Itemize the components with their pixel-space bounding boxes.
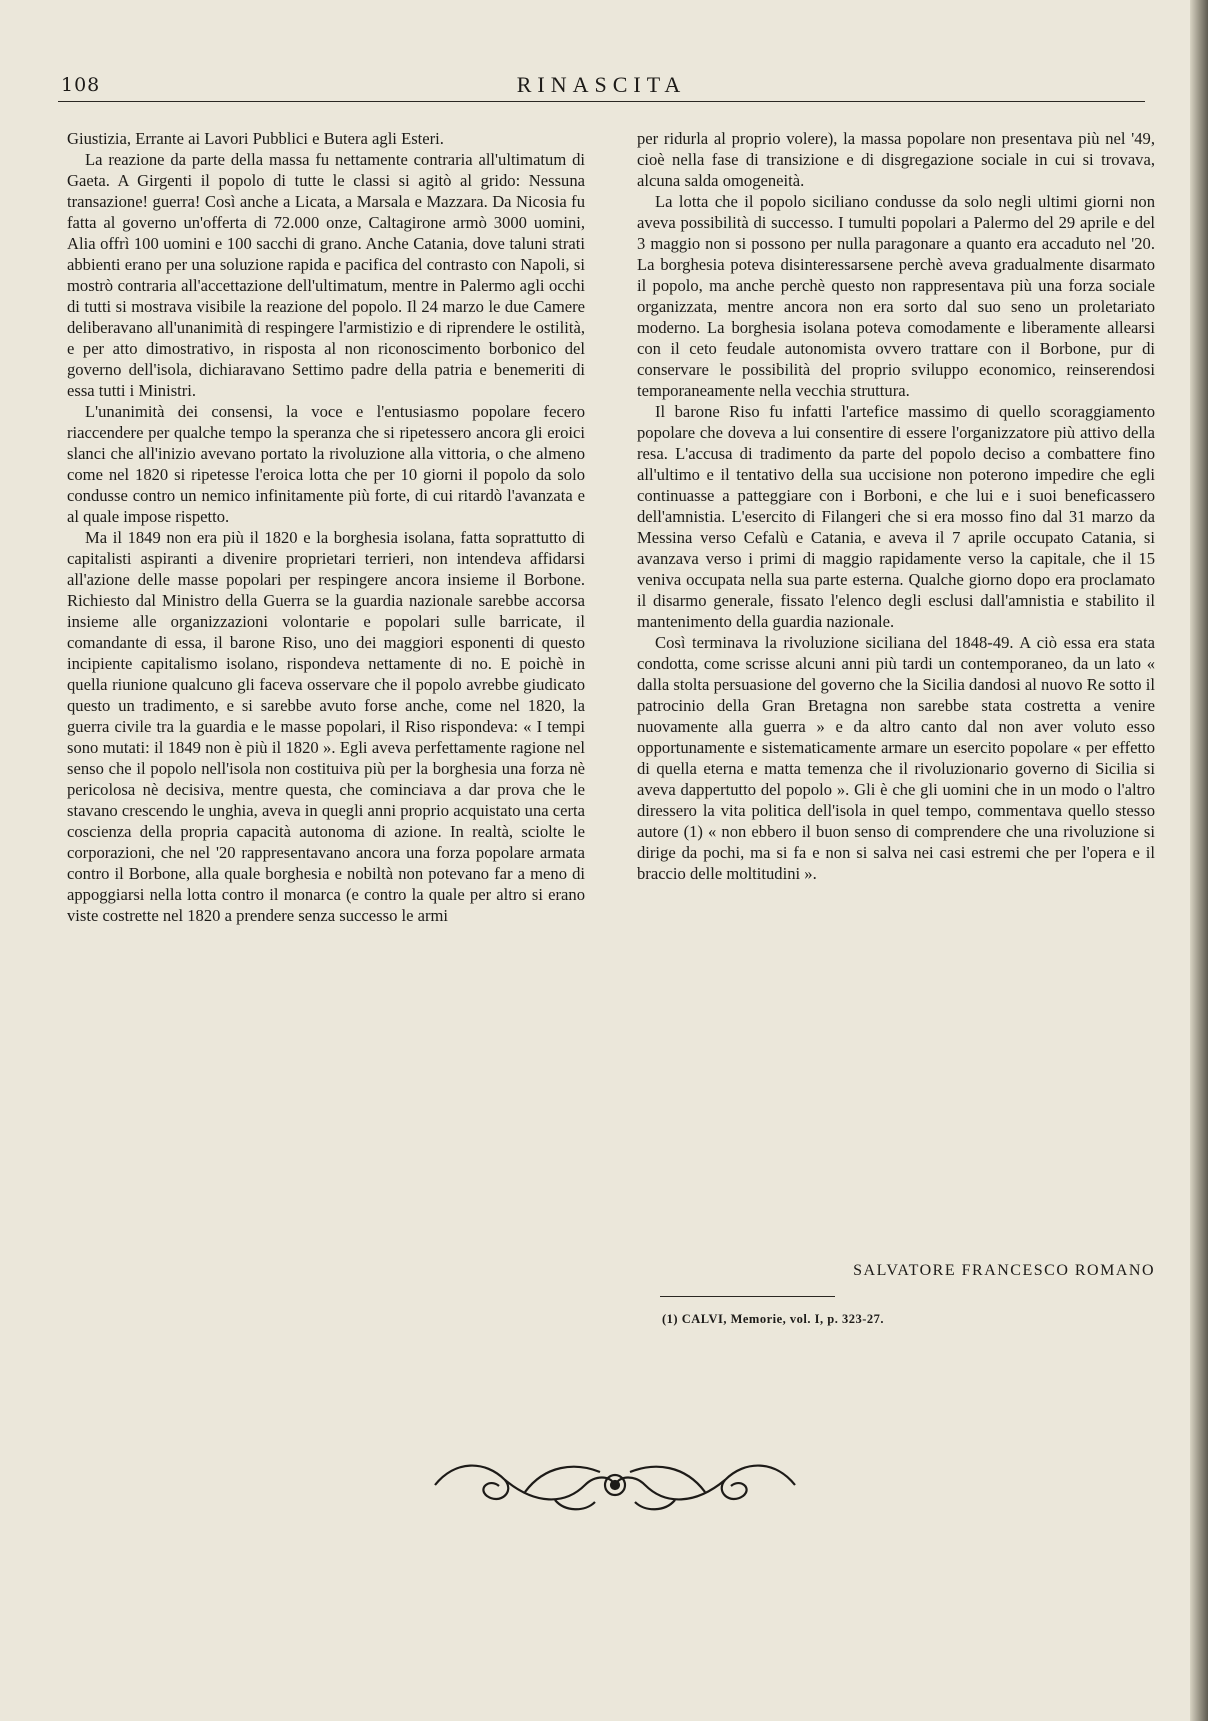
- author-signature: SALVATORE FRANCESCO ROMANO: [853, 1262, 1155, 1279]
- paragraph: Giustizia, Errante ai Lavori Pubblici e Butera agli Esteri.: [67, 129, 444, 148]
- left-column: [67, 128, 585, 926]
- paragraph: Ma il 1849 non era più il 1820 e la borghesia isolana, fatta soprattutto di capitalisti aspiranti a divenire proprietari terrieri, non intendeva affidarsi all'azione delle masse popolari per respingere ancora insieme il Borbone. Richiesto dal Ministro della Guerra se la guardia nazionale sarebbe accorsa insieme alle organizzazioni volontarie e popolari sulle barricate, il comandante di essa, il barone Riso, uno dei maggiori esponenti di questo incipiente capitalismo isolano, rispondeva nettamente di no. E poichè in quella riunione qualcuno gli faceva osservare che il popolo avrebbe giudicato questo un tradimento, e si sarebbe avuto forse anche, come nel 1820, la guerra civile tra la guardia e le masse popolari, il Riso rispondeva: « I tempi sono mutati: il 1849 non è più il 1820 ». Egli aveva perfettamente ragione nel senso che il popolo nell'isola non costituiva più per la borghesia una forza nè pericolosa nè decisiva, mentre questa, che cominciava a dar prova che le stavano crescendo le unghia, aveva in quegli anni proprio acquistato una certa coscienza della propria capacità autonoma di azione. In realtà, sciolte le corporazioni, che nel '20 rappresentavano ancora una forza popolare armata contro il Borbone, alla quale borghesia e nobiltà non potevano far a meno di appoggiarsi nella lotta contro il monarca (e contro la quale per altro si erano viste costrette nel 1820 a prendere senza successo le armi: [67, 528, 585, 925]
- header-rule: [58, 101, 1145, 102]
- paragraph: Così terminava la rivoluzione siciliana del 1848-49. A ciò essa era stata condotta, come scrisse alcuni anni più tardi un contemporaneo, da un lato « dalla stolta persuasione del governo che la Sicilia dandosi al nuovo Re sotto il patrocinio della Gran Bretagna non sarebbe stata costretta a venire nuovamente alla guerra » e da altro canto dal non aver voluto esso opportunamente e sistematicamente armare un esercito popolare « per effetto di quella eterna e matta temenza che il rivoluzionario governo di Sicilia si aveva dappertutto del popolo ». Gli è che gli uomini che in un modo o l'altro diressero la vita politica dell'isola in quel tempo, commentava quello stesso autore (1) « non ebbero il buon senso di comprendere che una rivoluzione si dirige da pochi, ma si fa e non si salva nei casi estremi che per l'opera e il braccio delle moltitudini ».: [637, 633, 1155, 883]
- page-header: [58, 62, 1145, 102]
- paragraph: La reazione da parte della massa fu nettamente contraria all'ultimatum di Gaeta. A Girgenti il popolo di tutte le classi si agitò al grido: Nessuna transazione! guerra! Così anche a Licata, a Marsala e Mazzara. Da Nicosia fu fatta al governo un'offerta di 72.000 onze, Caltagirone armò 3000 uomini, Alia offrì 100 uomini e 100 sacchi di grano. Anche Catania, dove taluni strati abbienti erano per una soluzione rapida e pacifica del contrasto con Napoli, si mostrò contraria all'accettazione dell'ultimatum, mentre in Palermo agli occhi di tutti si mostrava visibile la reazione del popolo. Il 24 marzo le due Camere deliberavano all'unanimità di respingere l'armistizio e di riprendere le ostilità, e per atto dimostrativo, in risposta al non riconoscimento borbonico del governo dell'isola, dichiaravano Settimo padre della patria e benemeriti di essa tutti i Ministri.: [67, 150, 585, 400]
- running-title: RINASCITA: [516, 72, 687, 97]
- decorative-ornament-icon: [415, 1450, 815, 1520]
- footnote-rule: [660, 1296, 835, 1297]
- page-binding-edge: [1190, 0, 1208, 1721]
- page-number: 108: [61, 74, 101, 96]
- paragraph: Il barone Riso fu infatti l'artefice massimo di quello scoraggiamento popolare che doveva a lui consentire di essere l'organizzatore più attivo della resa. L'accusa di tradimento da parte del popolo deciso a combattere fino all'ultimo e il tentativo della sua uccisione non poterono impedire che egli continuasse a patteggiare con i Borboni, e che lui e i suoi beneficassero dell'amnistia. L'esercito di Filangeri che si era mosso fino dal 31 marzo da Messina verso Cefalù e Catania, e aveva il 7 aprile occupato Catania, si avanzava verso i primi di maggio rapidamente verso la capitale, che il 15 veniva occupata nella sua parte esterna. Qualche giorno dopo era proclamato il disarmo generale, fissato l'elenco degli esclusi dall'amnistia e stabilito il mantenimento della guardia nazionale.: [637, 402, 1155, 631]
- paragraph: per ridurla al proprio volere), la massa popolare non presentava più nel '49, cioè nella fase di transizione e di disgregazione sociale in cui si trovava, alcuna salda omogeneità.: [637, 129, 1155, 190]
- footnote: (1) CALVI, Memorie, vol. I, p. 323-27.: [662, 1312, 884, 1326]
- right-column: [637, 128, 1155, 884]
- paragraph: L'unanimità dei consensi, la voce e l'entusiasmo popolare fecero riaccendere per qualche tempo la speranza che si ripetessero ancora gli eroici slanci che all'inizio avevano portato la rivoluzione alla vittoria, o che almeno come nel 1820 si ripetesse l'eroica lotta che per 10 giorni il popolo da solo condusse contro un nemico infinitamente più forte, di cui ritardò l'avanzata e al quale impose rispetto.: [67, 402, 585, 526]
- paragraph: La lotta che il popolo siciliano condusse da solo negli ultimi giorni non aveva possibilità di successo. I tumulti popolari a Palermo del 29 aprile e del 3 maggio non si possono per nulla paragonare a quanto era accaduto nel '20. La borghesia poteva disinteressarsene perchè aveva gradualmente disarmato il popolo, ma anche perchè questo non rappresentava più una forza sociale organizzata, mentre ancora non era sorto dal suo seno un proletariato moderno. La borghesia isolana poteva comodamente e liberamente allearsi con il ceto feudale autonomista ovvero trattare con il Borbone, pur di conservare le possibilità del proprio sviluppo economico, reinserendosi temporaneamente nella vecchia struttura.: [637, 192, 1155, 400]
